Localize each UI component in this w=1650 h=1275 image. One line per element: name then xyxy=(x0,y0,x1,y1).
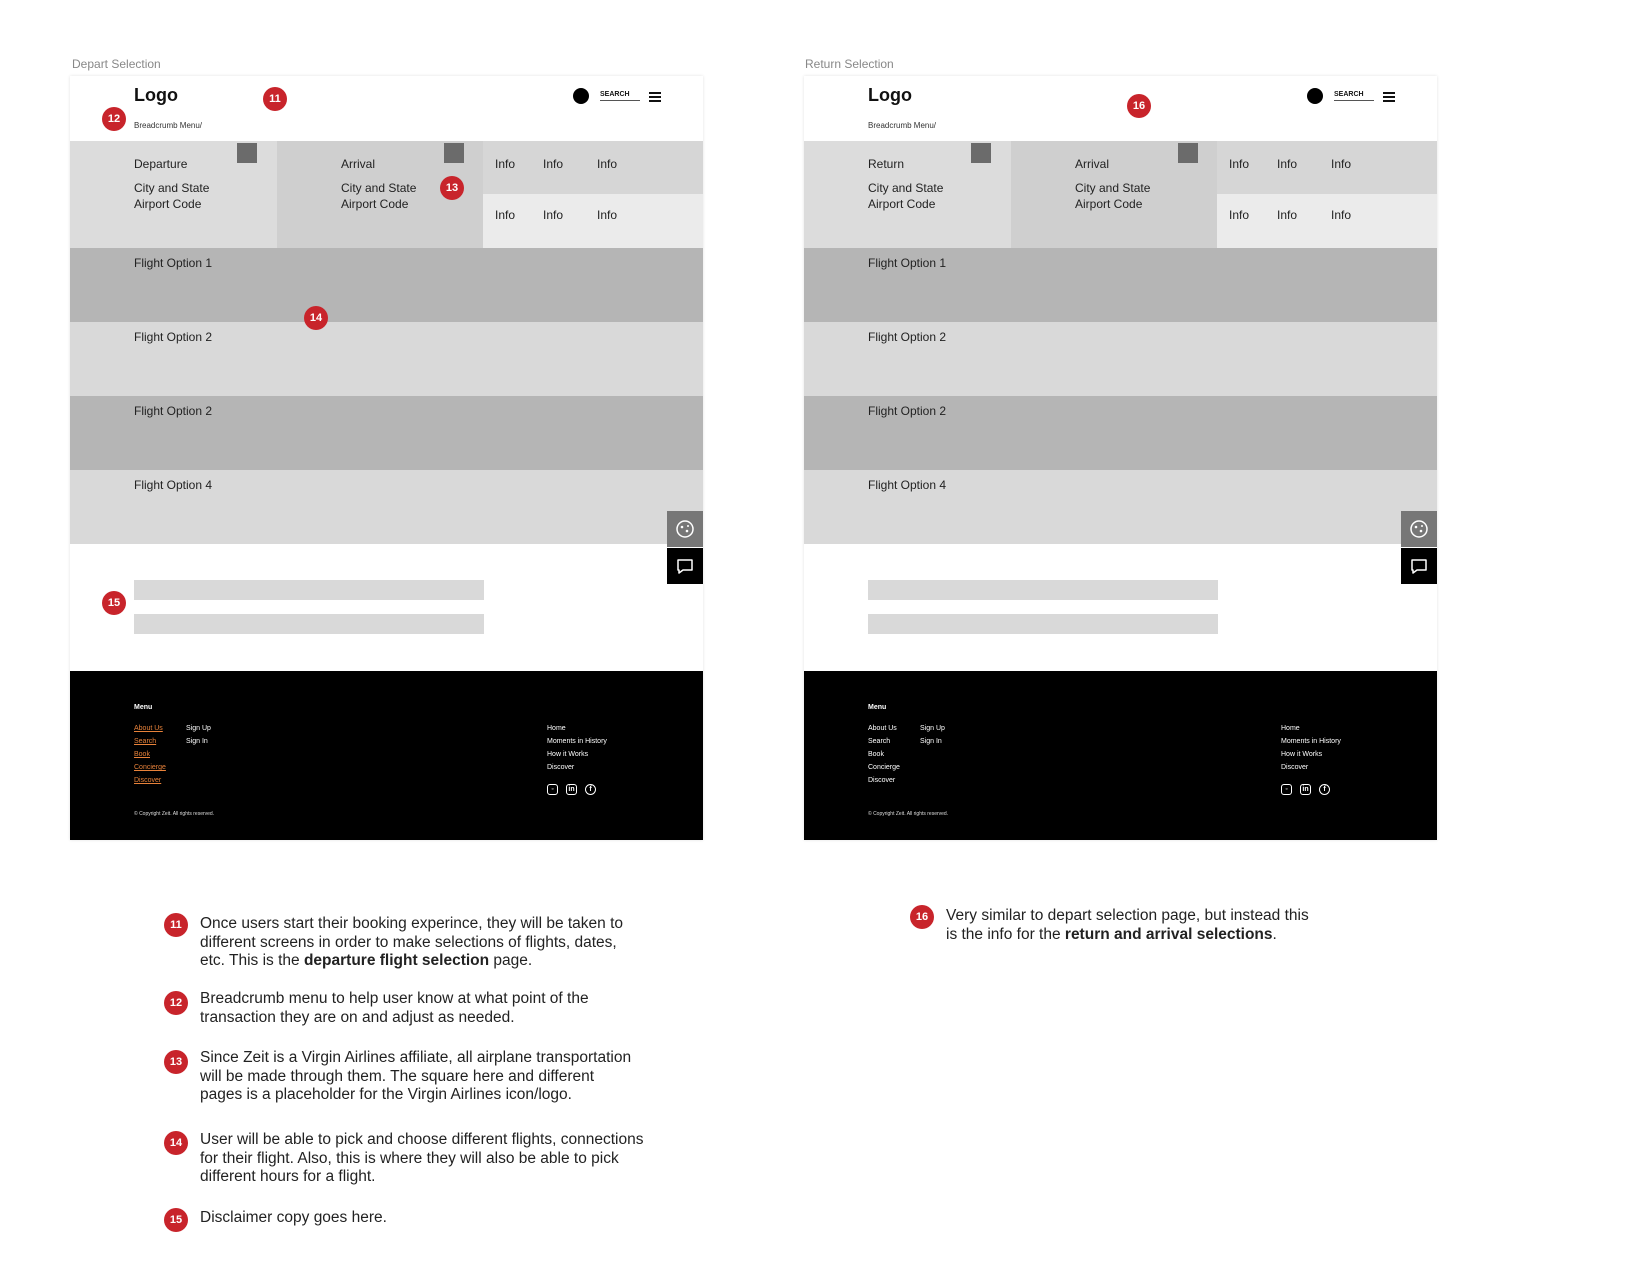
departure-airport-code: Airport Code xyxy=(134,197,202,211)
return-selection-frame xyxy=(804,76,1437,840)
footer-link[interactable]: Book xyxy=(134,751,150,758)
return-frame-label: Return Selection xyxy=(805,57,894,71)
arrival-city: City and State xyxy=(341,181,417,195)
flight-option-label: Flight Option 4 xyxy=(134,478,213,492)
departure-panel[interactable] xyxy=(70,141,277,248)
info-cell: Info xyxy=(1277,208,1298,222)
logo[interactable]: Logo xyxy=(134,85,178,105)
airline-logo-placeholder xyxy=(237,143,257,163)
annotation-badge: 11 xyxy=(164,913,188,937)
info-cell: Info xyxy=(1277,157,1298,171)
flight-option-row[interactable] xyxy=(70,322,703,396)
footer-link[interactable]: Home xyxy=(1281,725,1300,732)
footer-link[interactable]: Discover xyxy=(1281,764,1309,771)
depart-selection-frame xyxy=(70,76,703,840)
linkedin-icon[interactable]: in xyxy=(1300,784,1311,795)
flight-option-row[interactable] xyxy=(804,470,1437,544)
annotation-badge: 13 xyxy=(164,1050,188,1074)
footer xyxy=(804,671,1437,840)
footer-link[interactable]: Moments in History xyxy=(547,738,607,745)
annotation-badge: 14 xyxy=(304,306,328,330)
airline-logo-placeholder xyxy=(971,143,991,163)
flight-option-row[interactable] xyxy=(804,322,1437,396)
return-city: City and State xyxy=(868,181,944,195)
annotation-badge: 12 xyxy=(164,991,188,1015)
info-cell: Info xyxy=(543,208,564,222)
account-icon[interactable] xyxy=(573,88,589,104)
info-cell: Info xyxy=(1229,208,1250,222)
flight-option-row[interactable] xyxy=(70,248,703,322)
arrival-panel[interactable] xyxy=(1011,141,1217,248)
annotation-badge: 15 xyxy=(164,1208,188,1232)
footer-link[interactable]: Discover xyxy=(547,764,575,771)
header xyxy=(70,76,703,141)
footer-link[interactable]: Sign Up xyxy=(186,725,211,732)
info-cell: Info xyxy=(543,157,564,171)
footer-link[interactable]: Discover xyxy=(134,777,162,784)
disclaimer-placeholder xyxy=(868,614,1218,634)
footer-link[interactable]: Moments in History xyxy=(1281,738,1341,745)
header xyxy=(804,76,1437,141)
footer-link[interactable]: How it Works xyxy=(1281,751,1323,758)
flight-option-row[interactable] xyxy=(804,248,1437,322)
flight-option-label: Flight Option 4 xyxy=(868,478,947,492)
info-grid xyxy=(1217,141,1437,248)
cookie-icon xyxy=(667,511,703,547)
note-13: Since Zeit is a Virgin Airlines affiliate, all airplane transportation will be made through them. The square here and different pages is a placeholder for the Virgin Airlines icon/logo. xyxy=(200,1049,632,1103)
footer-link[interactable]: Sign In xyxy=(186,738,208,745)
account-icon[interactable] xyxy=(1307,88,1323,104)
note-16: Very similar to depart selection page, but instead this is the info for the return and arrival selections. xyxy=(946,907,1309,943)
search-link[interactable]: SEARCH xyxy=(1334,91,1374,101)
footer-menu-title: Menu xyxy=(134,704,153,711)
info-grid xyxy=(483,141,703,248)
hamburger-menu-icon[interactable] xyxy=(649,92,661,102)
footer-link[interactable]: Home xyxy=(547,725,566,732)
cookie-button[interactable] xyxy=(1401,511,1437,547)
chat-icon xyxy=(667,548,703,584)
annotation-badge: 11 xyxy=(263,87,287,111)
info-cell: Info xyxy=(1331,157,1352,171)
info-cell: Info xyxy=(1229,157,1250,171)
info-cell: Info xyxy=(1331,208,1352,222)
footer-link[interactable]: Concierge xyxy=(868,764,900,771)
info-cell: Info xyxy=(495,157,516,171)
flight-option-label: Flight Option 1 xyxy=(134,256,213,270)
annotation-badge: 14 xyxy=(164,1131,188,1155)
note-15: Disclaimer copy goes here. xyxy=(200,1209,387,1226)
flight-option-row[interactable] xyxy=(804,396,1437,470)
info-cell: Info xyxy=(597,208,618,222)
breadcrumb[interactable]: Breadcrumb Menu/ xyxy=(134,121,203,130)
flight-option-label: Flight Option 2 xyxy=(134,330,213,344)
search-link[interactable]: SEARCH xyxy=(600,91,640,101)
cookie-icon xyxy=(1401,511,1437,547)
return-title: Return xyxy=(868,157,905,171)
departure-city: City and State xyxy=(134,181,210,195)
arrival-airport-code: Airport Code xyxy=(1075,197,1143,211)
logo[interactable]: Logo xyxy=(868,85,912,105)
annotation-badge: 16 xyxy=(910,905,934,929)
footer-link[interactable]: Book xyxy=(868,751,884,758)
footer xyxy=(70,671,703,840)
flight-option-row[interactable] xyxy=(70,396,703,470)
instagram-icon[interactable]: ◦ xyxy=(1281,784,1292,795)
flight-option-label: Flight Option 1 xyxy=(868,256,947,270)
airline-logo-placeholder xyxy=(444,143,464,163)
flight-option-label: Flight Option 2 xyxy=(134,404,213,418)
copyright: © Copyright Zeit. All rights reserved. xyxy=(868,811,949,817)
info-cell: Info xyxy=(495,208,516,222)
arrival-city: City and State xyxy=(1075,181,1151,195)
facebook-icon[interactable]: f xyxy=(585,784,596,795)
footer-link[interactable]: About Us xyxy=(868,725,897,732)
airline-logo-placeholder xyxy=(1178,143,1198,163)
departure-title: Departure xyxy=(134,157,188,171)
return-panel[interactable] xyxy=(804,141,1011,248)
footer-link[interactable]: Concierge xyxy=(134,764,166,771)
copyright: © Copyright Zeit. All rights reserved. xyxy=(134,811,215,817)
flight-option-row[interactable] xyxy=(70,470,703,544)
flight-option-label: Flight Option 2 xyxy=(868,330,947,344)
footer-link[interactable]: How it Works xyxy=(547,751,589,758)
annotation-badge: 13 xyxy=(440,176,464,200)
disclaimer-placeholder xyxy=(134,580,484,600)
arrival-title: Arrival xyxy=(341,157,376,171)
annotation-badge: 15 xyxy=(102,591,126,615)
note-11: Once users start their booking experince, they will be taken to different screens in order to make selections of flights, dates, etc. This is the departure flight selection page. xyxy=(200,915,624,969)
chat-icon xyxy=(1401,548,1437,584)
facebook-icon[interactable]: f xyxy=(1319,784,1330,795)
cookie-button[interactable] xyxy=(667,511,703,547)
footer-menu-title: Menu xyxy=(868,704,887,711)
return-airport-code: Airport Code xyxy=(868,197,936,211)
chat-button[interactable] xyxy=(667,548,703,584)
footer-link[interactable]: Sign Up xyxy=(920,725,945,732)
annotation-badge: 16 xyxy=(1127,94,1151,118)
depart-frame-label: Depart Selection xyxy=(72,57,161,71)
breadcrumb[interactable]: Breadcrumb Menu/ xyxy=(868,121,937,130)
footer-link[interactable]: Sign In xyxy=(920,738,942,745)
flight-option-label: Flight Option 2 xyxy=(868,404,947,418)
footer-link[interactable]: Search xyxy=(868,738,891,745)
linkedin-icon[interactable]: in xyxy=(566,784,577,795)
arrival-title: Arrival xyxy=(1075,157,1110,171)
footer-link[interactable]: Discover xyxy=(868,777,896,784)
footer-link[interactable]: Search xyxy=(134,738,157,745)
chat-button[interactable] xyxy=(1401,548,1437,584)
annotation-badge: 12 xyxy=(102,107,126,131)
note-14: User will be able to pick and choose different flights, connections for their flight. Also, this is where they will also be able to pick different hours for a flight. xyxy=(200,1131,644,1185)
instagram-icon[interactable]: ◦ xyxy=(547,784,558,795)
footer-link[interactable]: About Us xyxy=(134,725,163,732)
info-cell: Info xyxy=(597,157,618,171)
hamburger-menu-icon[interactable] xyxy=(1383,92,1395,102)
disclaimer-placeholder xyxy=(868,580,1218,600)
arrival-airport-code: Airport Code xyxy=(341,197,409,211)
disclaimer-placeholder xyxy=(134,614,484,634)
note-12: Breadcrumb menu to help user know at what point of the transaction they are on and adjust as needed. xyxy=(200,990,589,1026)
